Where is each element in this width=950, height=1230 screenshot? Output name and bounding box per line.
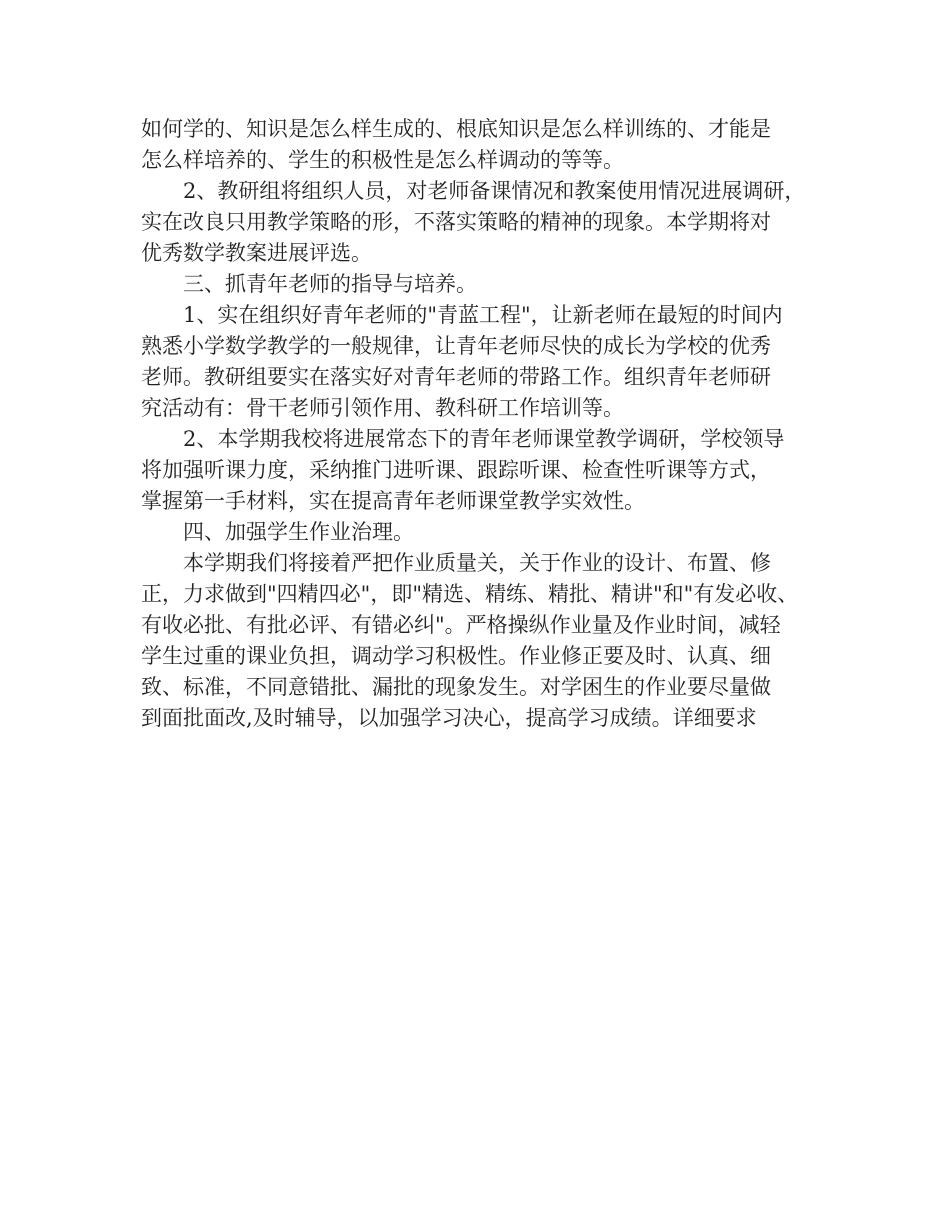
text-line: 老师。教研组要实在落实好对青年老师的带路工作。组织青年老师研: [141, 365, 771, 389]
text-line: 将加强听课力度，采纳推门进听课、跟踪听课、检查性听课等方式，: [141, 458, 771, 482]
text-line: 正，力求做到"四精四必"，即"精选、精练、精批、精讲"和"有发必收、: [141, 582, 799, 606]
section-heading: 四、加强学生作业治理。: [183, 520, 414, 544]
text-line: 究活动有：骨干老师引领作用、教科研工作培训等。: [141, 396, 624, 420]
text-line: 2、教研组将组织人员，对老师备课情况和教案使用情况进展调研，: [183, 179, 806, 203]
text-line: 2、本学期我校将进展常态下的青年老师课堂教学调研，学校领导: [183, 427, 785, 451]
text-line: 实在改良只用教学策略的形，不落实策略的精神的现象。本学期将对: [141, 210, 771, 234]
text-line: 掌握第一手材料，实在提高青年老师课堂教学实效性。: [141, 489, 645, 513]
text-line: 优秀数学教案进展评选。: [141, 241, 372, 265]
text-line: 有收必批、有批必评、有错必纠"。严格操纵作业量及作业时间，减轻: [141, 613, 781, 637]
text-line: 学生过重的课业负担，调动学习积极性。作业修正要及时、认真、细: [141, 644, 771, 668]
text-line: 1、实在组织好青年老师的"青蓝工程"，让新老师在最短的时间内: [183, 303, 783, 327]
section-heading: 三、抓青年老师的指导与培养。: [183, 272, 477, 296]
text-line: 怎么样培养的、学生的积极性是怎么样调动的等等。: [141, 148, 624, 172]
text-line: 到面批面改,及时辅导，以加强学习决心，提高学习成绩。详细要求: [141, 706, 757, 730]
text-line: 熟悉小学数学教学的一般规律，让青年老师尽快的成长为学校的优秀: [141, 334, 771, 358]
document-body: [141, 114, 821, 734]
text-line: 致、标准，不同意错批、漏批的现象发生。对学困生的作业要尽量做: [141, 675, 771, 699]
text-line: 本学期我们将接着严把作业质量关，关于作业的设计、布置、修: [183, 551, 771, 575]
text-line: 如何学的、知识是怎么样生成的、根底知识是怎么样训练的、才能是: [141, 117, 771, 141]
